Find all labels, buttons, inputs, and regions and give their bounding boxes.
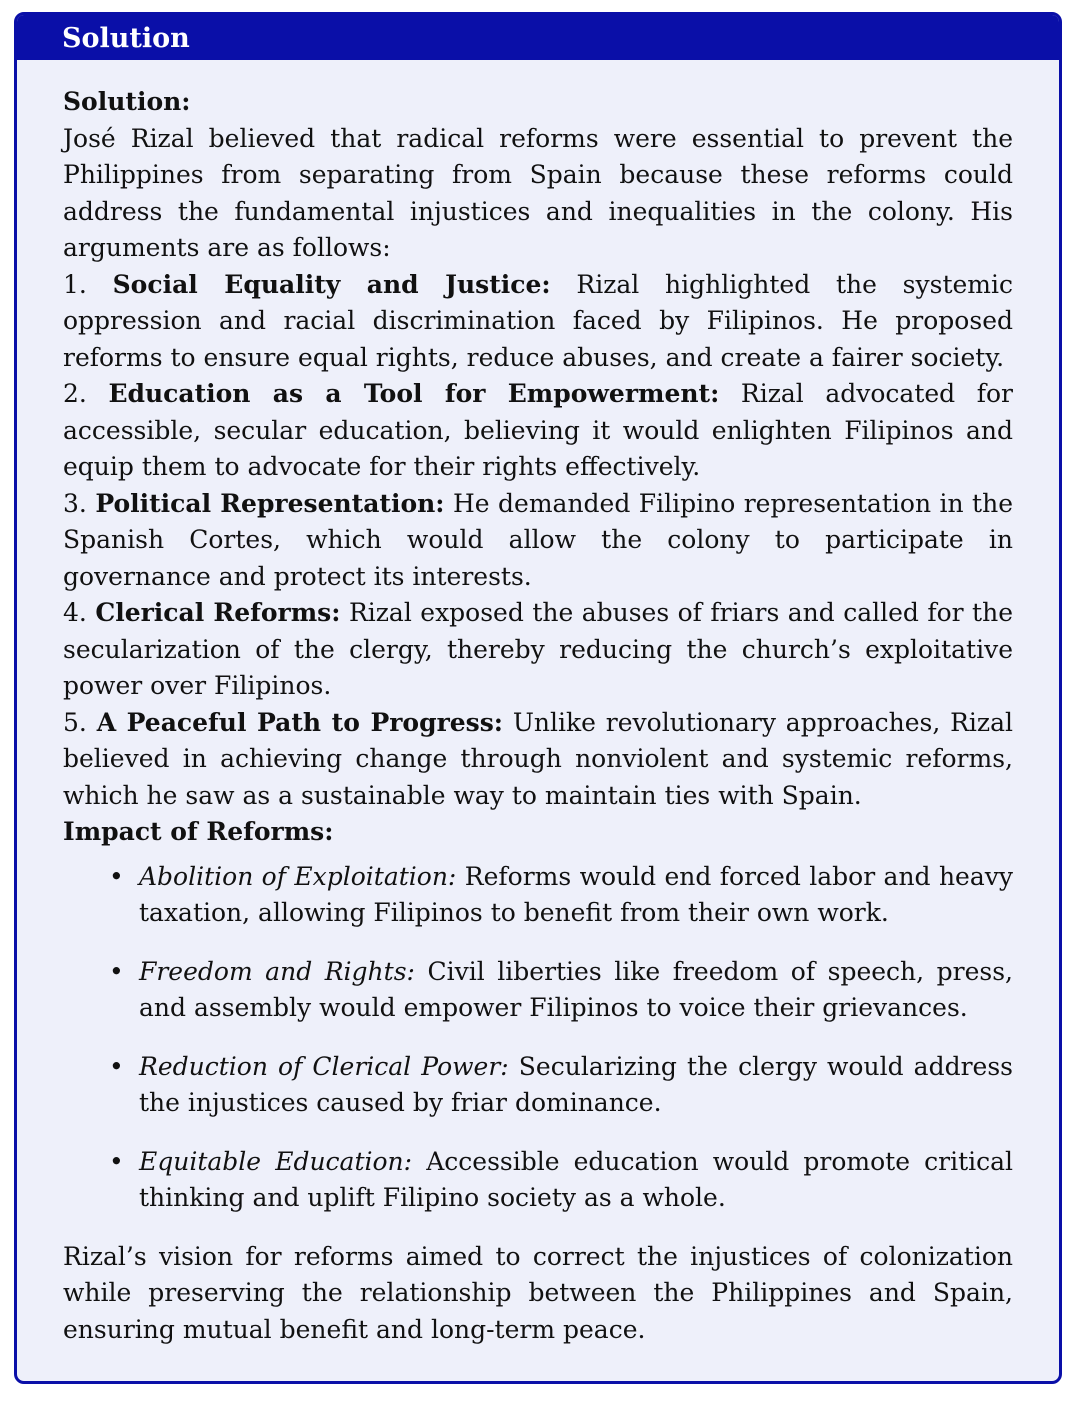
argument-item [63, 267, 1013, 377]
argument-number: 5. [63, 707, 87, 737]
intro-paragraph: José Rizal believed that radical reforms were essential to prevent the Philippines from separating from Spain because these reforms could address the fundamental injustices and inequalities in the colony. His arguments are as follows: [63, 123, 1013, 262]
argument-number: 4. [63, 598, 87, 627]
impact-term: Equitable Education: [139, 1146, 413, 1176]
argument-title: Political Representation: [95, 488, 445, 518]
argument-text: He demanded Filipino representation in the Spanish Cortes, which would allow the colony to participate in governance and protect its interests. [63, 488, 1014, 591]
solution-box [14, 12, 1062, 1384]
impact-item [109, 1049, 1013, 1122]
impact-item [109, 1144, 1014, 1217]
impact-text: Secularizing the clergy would address the injustices caused by friar dominance. [139, 1051, 1013, 1117]
impact-item [109, 954, 1013, 1027]
argument-text: Rizal highlighted the systemic oppression and racial discrimination faced by Filipinos. He proposed reforms to ensure equal rights, reduce abuses, and create a fairer society. [63, 269, 1013, 372]
impact-heading: Impact of Reforms: [63, 817, 334, 846]
argument-number: 2. [63, 379, 87, 408]
solution-content [17, 60, 1059, 1348]
argument-text: Unlike revolutionary approaches, Rizal believed in achieving change through nonviolent and systemic reforms, which he saw as a sustainable way to maintain ties with Spain. [63, 707, 1013, 810]
argument-text: Rizal advocated for accessible, secular education, believing it would enlighten Filipinos and equip them to advocate for their rights effectively. [63, 379, 1014, 481]
argument-number: 1. [63, 269, 87, 299]
argument-item [63, 595, 1013, 705]
bullet-icon: • [109, 1051, 124, 1081]
impact-text: Civil liberties like freedom of speech, press, and assembly would empower Filipinos to voice their grievances. [139, 956, 1013, 1022]
impact-term: Reduction of Clerical Power: [139, 1051, 509, 1081]
impact-term: Abolition of Exploitation: [139, 861, 457, 891]
box-title: Solution [62, 23, 190, 54]
argument-title: Clerical Reforms: [95, 598, 341, 627]
impact-list [63, 859, 1013, 1217]
impact-item [109, 859, 1013, 932]
impact-term: Freedom and Rights: [139, 956, 415, 986]
bullet-icon: • [109, 861, 124, 891]
argument-title: Social Equality and Justice: [112, 269, 551, 299]
impact-text: Reforms would end forced labor and heavy taxation, allowing Filipinos to benefit from their own work. [139, 861, 1013, 927]
argument-item [63, 705, 1013, 815]
impact-text: Accessible education would promote critical thinking and uplift Filipino society as a whole. [139, 1146, 1014, 1212]
box-header [17, 15, 1059, 60]
conclusion-paragraph: Rizal’s vision for reforms aimed to correct the injustices of colonization while preserving the relationship between the Philippines and Spain, ensuring mutual benefit and long-term peace. [63, 1241, 1013, 1344]
argument-number: 3. [63, 488, 87, 518]
argument-title: Education as a Tool for Empowerment: [108, 379, 720, 408]
argument-text: Rizal exposed the abuses of friars and called for the secularization of the clergy, thereby reducing the church’s exploitative power over Filipinos. [63, 598, 1013, 700]
bullet-icon: • [109, 956, 124, 986]
solution-label: Solution: [63, 87, 191, 116]
argument-title: A Peaceful Path to Progress: [96, 707, 504, 737]
argument-item [63, 486, 1013, 596]
bullet-icon: • [109, 1146, 124, 1176]
argument-item [63, 376, 1013, 486]
